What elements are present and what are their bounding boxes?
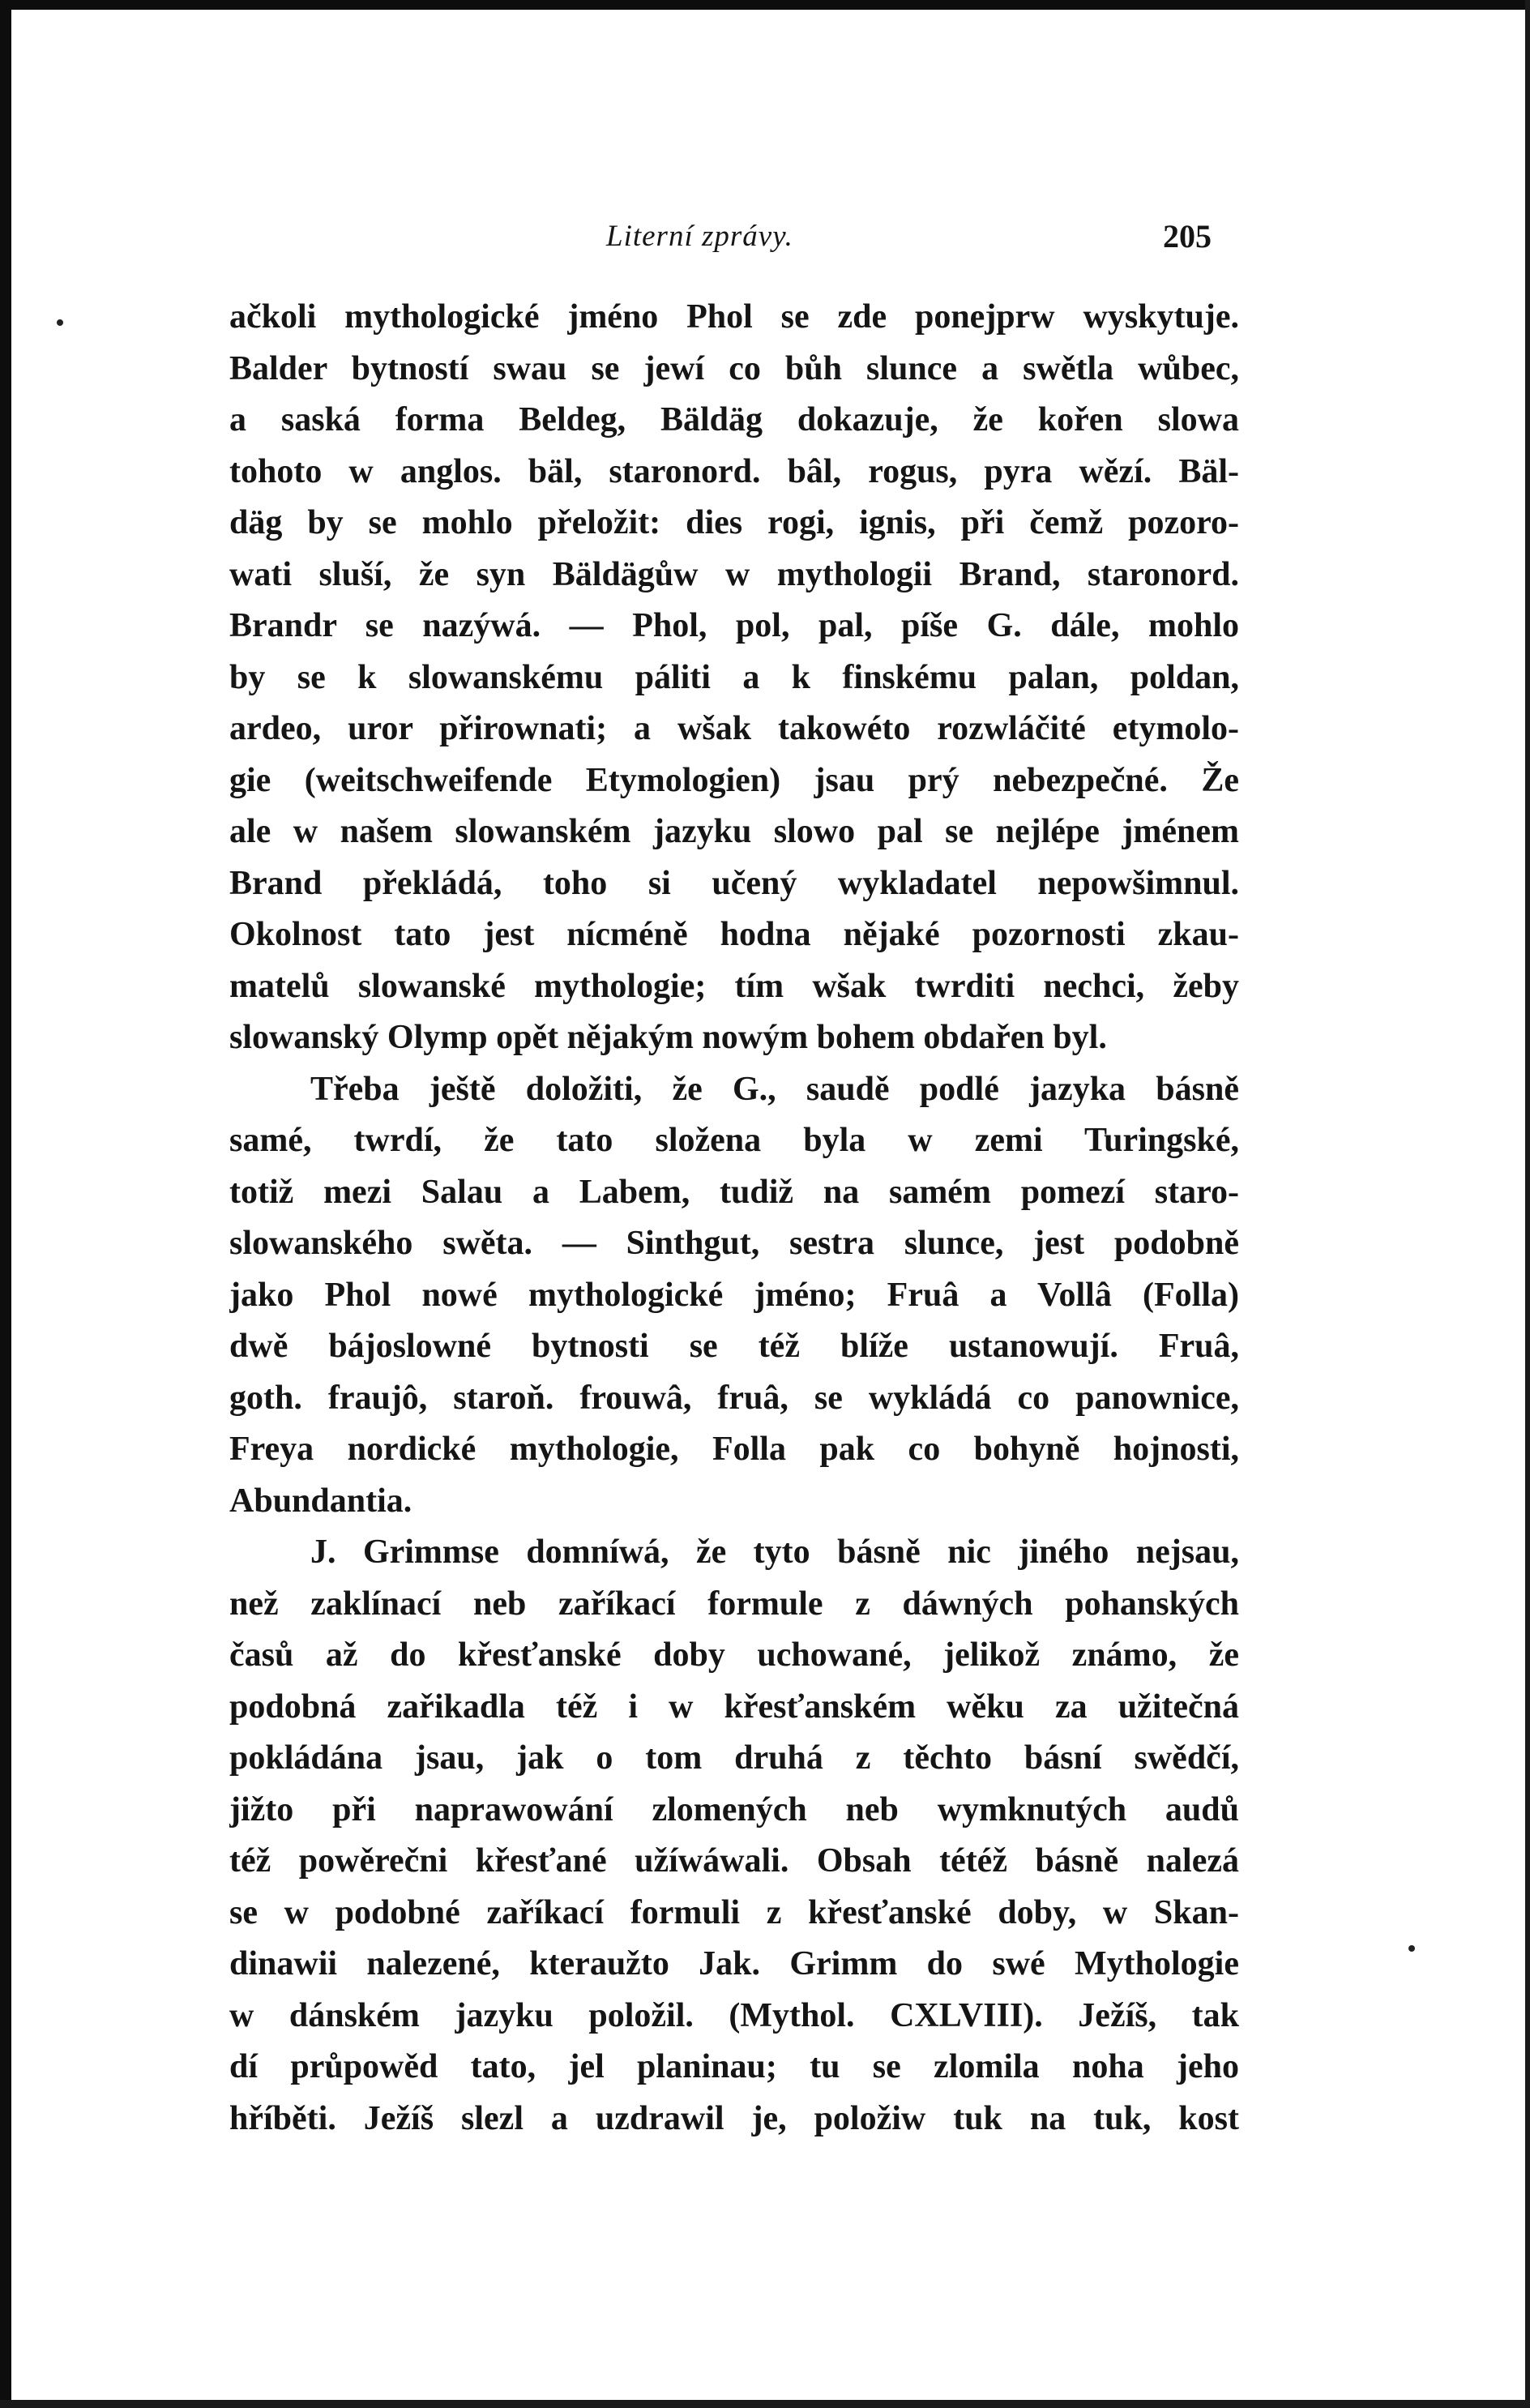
text-line: dí průpowěd tato, jel planinau; tu se zlomila noha jeho — [229, 2048, 1239, 2085]
text-line: ardeo, uror přirownati; a wšak takowéto rozwláčité etymolo- — [229, 710, 1239, 747]
text-line: wati sluší, že syn Bäldägůw w mythologii Brand, staronord. — [229, 555, 1239, 593]
text-line: gie (weitschweifende Etymologien) jsau prý nebezpečné. Že — [229, 761, 1239, 799]
text-line: goth. fraujô, staroň. frouwâ, fruâ, se wykládá co panownice, — [229, 1379, 1239, 1417]
scan-border-left — [0, 0, 11, 2408]
text-line: w dánském jazyku položil. (Mythol. CXLVIII). Ježíš, tak — [229, 1996, 1239, 2034]
scan-border-right — [1525, 0, 1530, 2408]
text-line: se w podobné zaříkací formuli z křesťanské doby, w Skan- — [229, 1893, 1239, 1931]
paragraph-2 — [229, 1064, 1239, 1528]
text-line: slowanského swěta. — Sinthgut, sestra slunce, jest podobně — [229, 1225, 1239, 1262]
text-line: pokládána jsau, jak o tom druhá z těchto básní swědčí, — [229, 1739, 1239, 1777]
text-line: slowanský Olymp opět nějakým nowým bohem obdařen byl. — [229, 1019, 1107, 1056]
text-line: Balder bytností swau se jewí co bůh slunce a swětla wůbec, — [229, 349, 1239, 387]
text-line: matelů slowanské mythologie; tím wšak twrditi nechci, žeby — [229, 967, 1239, 1005]
text-line: Brand překládá, toho si učený wykladatel nepowšimnul. — [229, 864, 1239, 902]
text-line: tohoto w anglos. bäl, staronord. bâl, rogus, pyra wězí. Bäl- — [229, 452, 1239, 490]
paragraph-1 — [229, 292, 1239, 1064]
text-line: Okolnost tato jest nícméně hodna nějaké pozornosti zkau- — [229, 916, 1239, 953]
scan-border-bottom — [0, 2400, 1530, 2408]
body-text — [229, 292, 1239, 2145]
speck-mark — [57, 319, 63, 326]
text-line: by se k slowanskému páliti a k finskému palan, poldan, — [229, 658, 1239, 696]
scan-border-top — [0, 0, 1530, 10]
text-line: Třeba ještě doložiti, že G., saudě podlé jazyka básně — [310, 1070, 1239, 1108]
text-line: jako Phol nowé mythologické jméno; Fruâ a Vollâ (Folla) — [229, 1276, 1239, 1314]
text-line: J. Grimmse domníwá, že tyto básně nic jiného nejsau, — [310, 1533, 1239, 1571]
text-line: než zaklínací neb zaříkací formule z dáwných pohanských — [229, 1585, 1239, 1623]
paragraph-3 — [229, 1527, 1239, 2145]
page-number: 205 — [1163, 218, 1212, 254]
running-title: Literní zprávy. — [606, 220, 793, 253]
text-line: a saská forma Beldeg, Bäldäg dokazuje, že kořen slowa — [229, 401, 1239, 438]
text-line: jižto při naprawowání zlomených neb wymknutých audů — [229, 1790, 1239, 1828]
text-line: časů až do křesťanské doby uchowané, jelikož známo, že — [229, 1636, 1239, 1674]
text-line: podobná zařikadla též i w křesťanském wěku za užitečná — [229, 1687, 1239, 1726]
text-line: totiž mezi Salau a Labem, tudiž na samém pomezí staro- — [229, 1173, 1239, 1211]
speck-mark — [1408, 1945, 1415, 1952]
text-line: samé, twrdí, že tato složena byla w zemi Turingské, — [229, 1122, 1239, 1159]
text-line: dwě bájoslowné bytnosti se též blíže ustanowují. Fruâ, — [229, 1328, 1239, 1365]
text-line: Abundantia. — [229, 1482, 412, 1520]
text-line: Freya nordické mythologie, Folla pak co bohyně hojnosti, — [229, 1431, 1239, 1468]
text-line: ale w našem slowanském jazyku slowo pal se nejlépe jménem — [229, 813, 1239, 850]
text-line: Brandr se nazýwá. — Phol, pol, pal, píše G. dále, mohlo — [229, 607, 1239, 644]
text-line: däg by se mohlo přeložit: dies rogi, ignis, při čemž pozoro- — [229, 504, 1239, 541]
text-line: dinawii nalezené, kteraužto Jak. Grimm do swé Mythologie — [229, 1945, 1239, 1982]
text-line: ačkoli mythologické jméno Phol se zde ponejprw wyskytuje. — [229, 298, 1239, 336]
text-line: hříběti. Ježíš slezl a uzdrawil je, položiw tuk na tuk, kost — [229, 2099, 1239, 2137]
text-line: též powěrečni křesťané užíwáwali. Obsah tétéž básně nalezá — [229, 1842, 1239, 1880]
